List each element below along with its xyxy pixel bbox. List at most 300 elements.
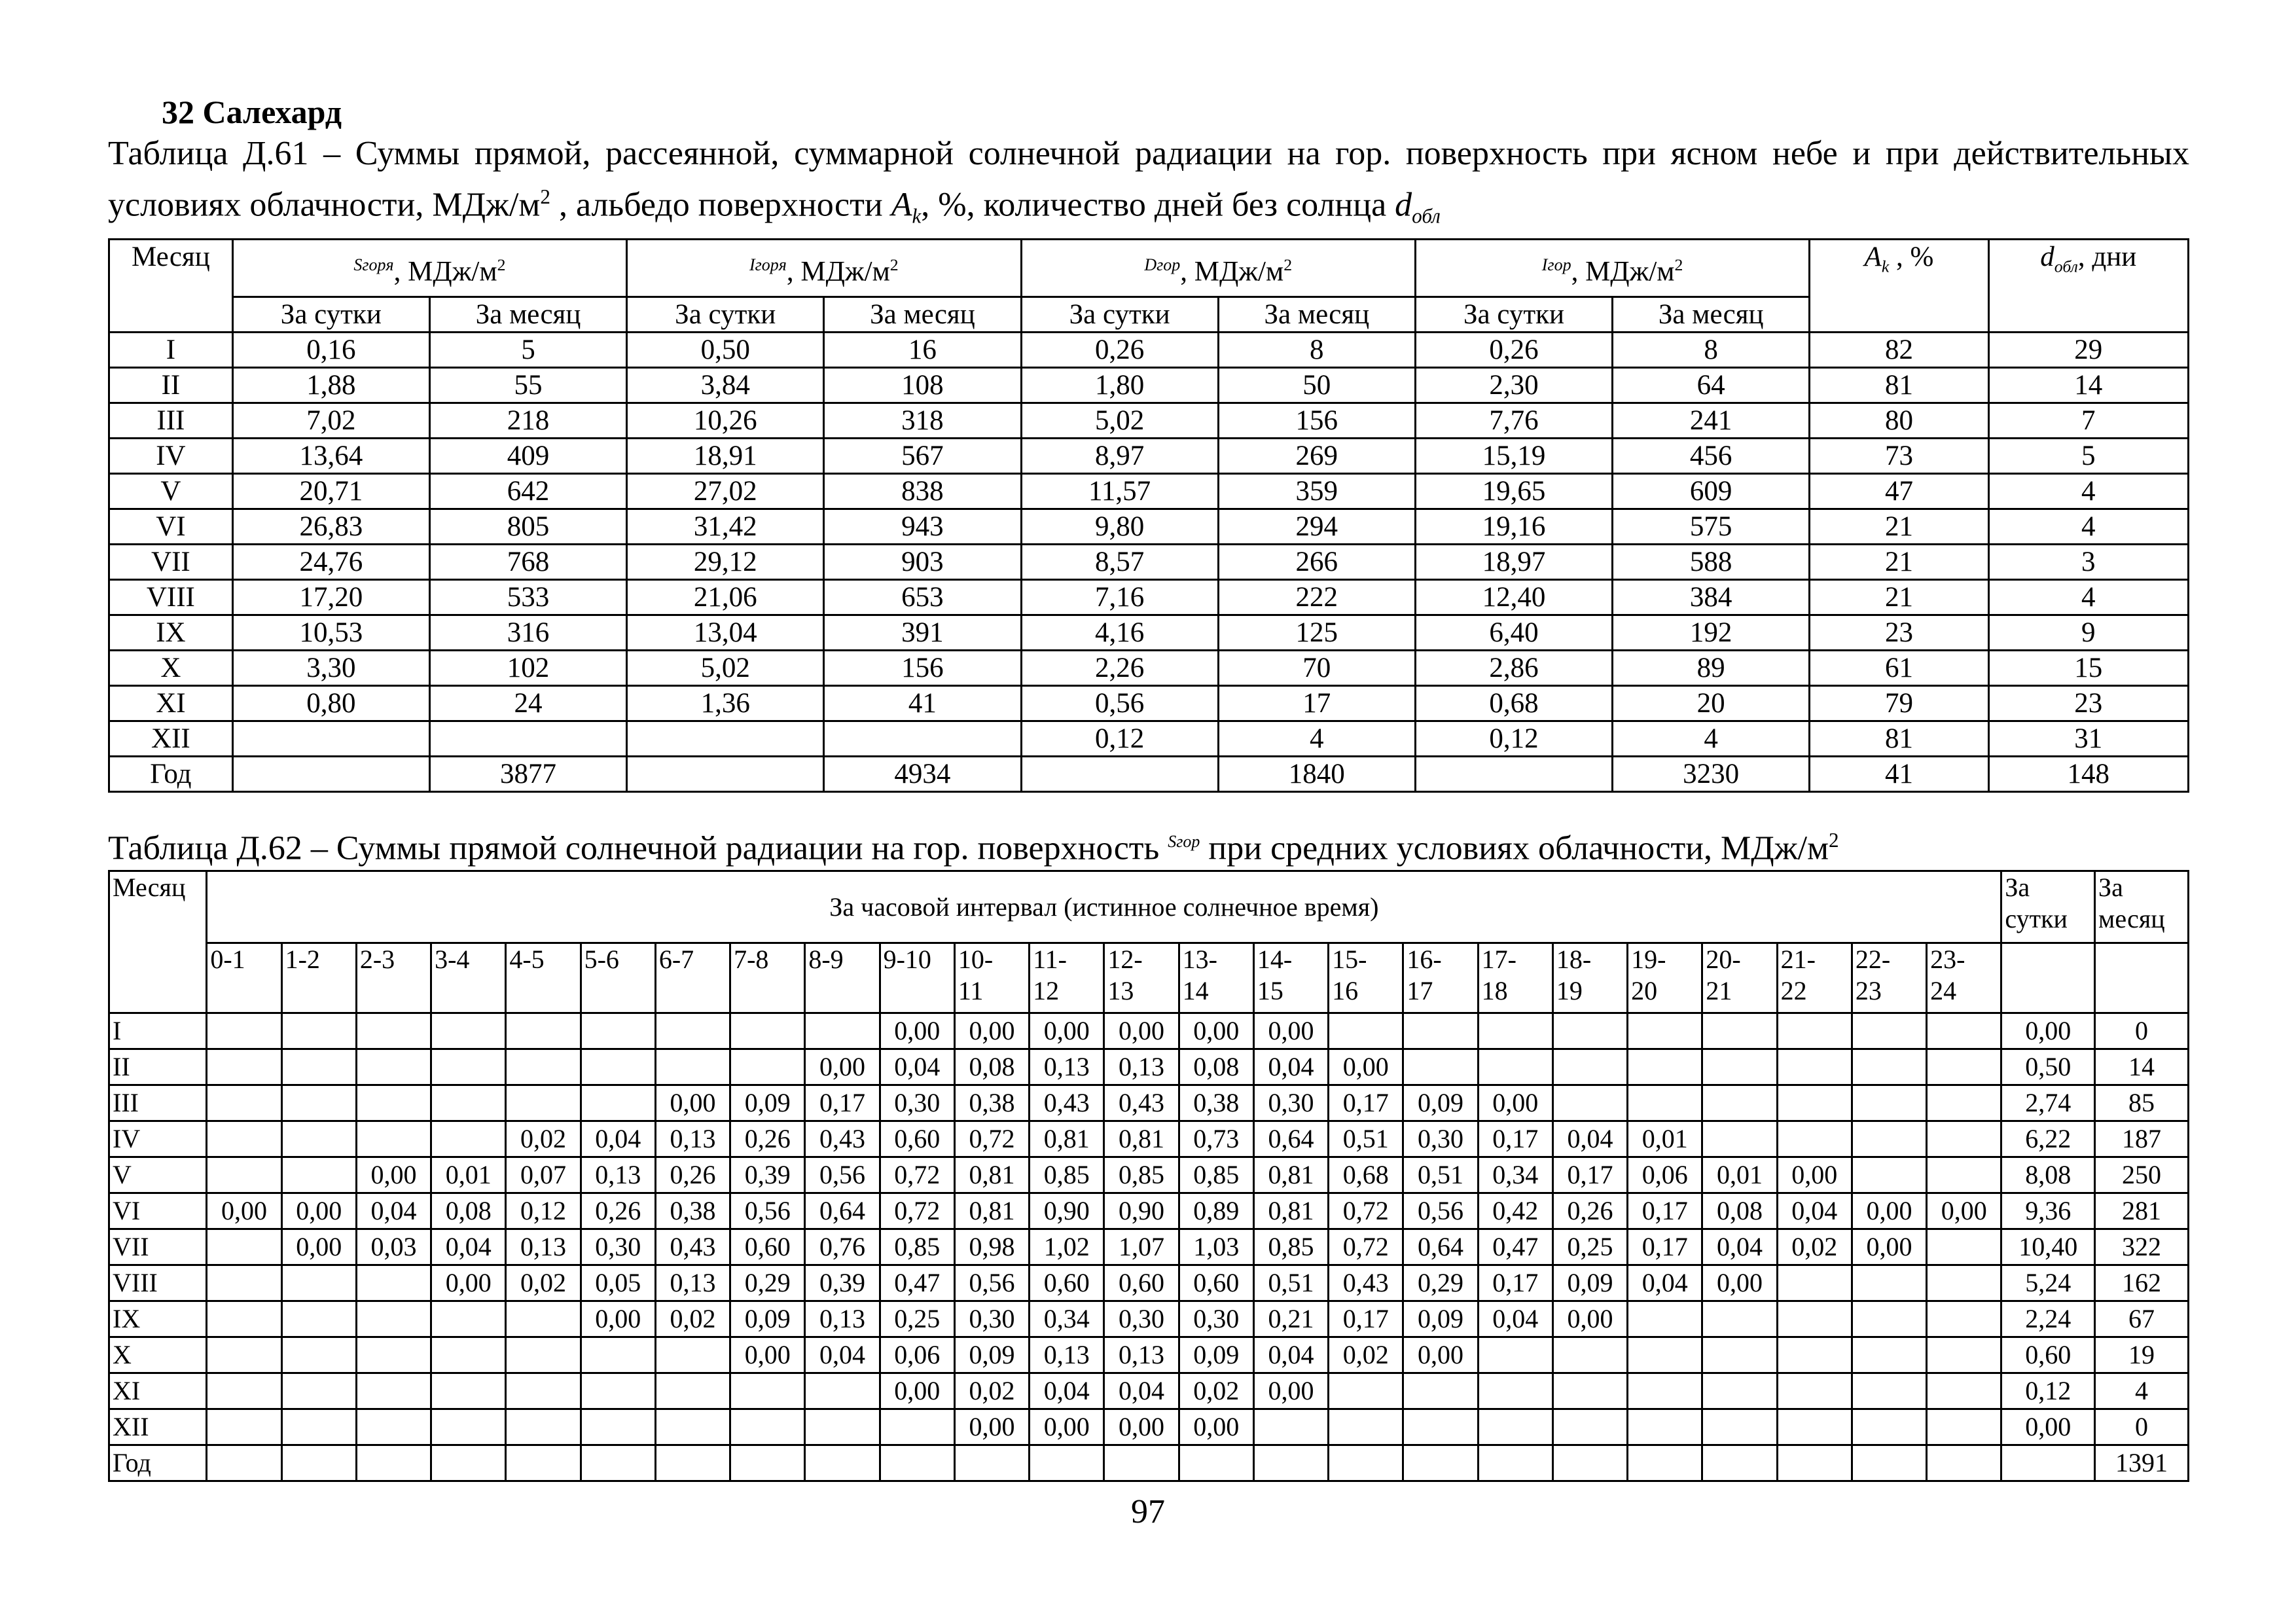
empty-day-header bbox=[2001, 943, 2095, 1013]
table-row bbox=[109, 544, 2189, 579]
value-cell: 192 bbox=[1613, 615, 1810, 650]
value-cell: 26,83 bbox=[232, 509, 429, 544]
albedo-symbol: A bbox=[1864, 241, 1882, 272]
page-number: 97 bbox=[1131, 1493, 1165, 1530]
month-cell: VI bbox=[109, 509, 233, 544]
value-cell: 0,00 bbox=[1777, 1157, 1852, 1193]
value-cell: 0,04 bbox=[805, 1337, 880, 1373]
value-cell: 0,30 bbox=[1104, 1301, 1179, 1337]
value-cell bbox=[207, 1121, 281, 1157]
value-cell bbox=[431, 1049, 506, 1085]
value-cell: 3877 bbox=[429, 756, 626, 791]
value-cell bbox=[431, 1085, 506, 1121]
value-cell: 0,17 bbox=[1628, 1229, 1702, 1265]
value-cell bbox=[1478, 1337, 1552, 1373]
value-cell: 0,17 bbox=[1478, 1121, 1552, 1157]
value-cell bbox=[1403, 1013, 1478, 1049]
table-d62 bbox=[108, 870, 2189, 1482]
value-cell: 533 bbox=[429, 579, 626, 615]
table-row bbox=[109, 756, 2189, 791]
value-cell bbox=[1253, 1445, 1328, 1481]
value-cell: 0,04 bbox=[1253, 1337, 1328, 1373]
value-cell: 0,30 bbox=[1253, 1085, 1328, 1121]
days-symbol: d bbox=[2040, 241, 2054, 272]
value-cell: 0,00 bbox=[207, 1193, 281, 1229]
value-cell: 588 bbox=[1613, 544, 1810, 579]
hour-interval-header bbox=[954, 943, 1029, 1013]
value-cell bbox=[1403, 1409, 1478, 1445]
hour-line: 23- bbox=[1930, 945, 1965, 975]
table-d62-body bbox=[109, 1013, 2189, 1481]
hour-interval-header bbox=[1628, 943, 1702, 1013]
month-cell: VII bbox=[109, 544, 233, 579]
direct-radiation-header bbox=[232, 239, 626, 297]
value-cell: 29 bbox=[1988, 332, 2188, 367]
value-cell bbox=[207, 1157, 281, 1193]
value-cell: 0,13 bbox=[506, 1229, 581, 1265]
hour-interval-header bbox=[1552, 943, 1627, 1013]
value-cell bbox=[281, 1013, 356, 1049]
value-cell: 21 bbox=[1810, 579, 1988, 615]
value-cell: 0,56 bbox=[954, 1265, 1029, 1301]
value-cell: 0,00 bbox=[281, 1229, 356, 1265]
value-cell: 0,00 bbox=[1104, 1013, 1179, 1049]
value-cell bbox=[880, 1409, 954, 1445]
value-cell: 0,13 bbox=[581, 1157, 655, 1193]
hour-line: 18- bbox=[1556, 945, 1592, 975]
value-cell bbox=[581, 1013, 655, 1049]
value-cell bbox=[627, 756, 824, 791]
value-cell bbox=[356, 1301, 431, 1337]
value-cell: 0,30 bbox=[954, 1301, 1029, 1337]
value-cell bbox=[1852, 1337, 1926, 1373]
value-cell: 0,09 bbox=[1403, 1085, 1478, 1121]
value-cell: 0,85 bbox=[1104, 1157, 1179, 1193]
value-cell: 0,00 bbox=[880, 1373, 954, 1409]
hour-interval-header bbox=[1104, 943, 1179, 1013]
value-cell: 85 bbox=[2095, 1085, 2189, 1121]
value-cell bbox=[1478, 1409, 1552, 1445]
value-cell bbox=[1777, 1301, 1852, 1337]
value-cell: 31,42 bbox=[627, 509, 824, 544]
value-cell: 0,43 bbox=[655, 1229, 730, 1265]
albedo-symbol: A bbox=[891, 186, 912, 224]
value-cell: 0,13 bbox=[655, 1121, 730, 1157]
per-month-header: За месяц bbox=[429, 297, 626, 332]
value-cell bbox=[431, 1013, 506, 1049]
month-cell: X bbox=[109, 650, 233, 685]
value-cell bbox=[431, 1445, 506, 1481]
table-d61 bbox=[108, 238, 2189, 793]
value-cell: 0,56 bbox=[1021, 685, 1218, 721]
value-cell: 0,17 bbox=[1478, 1265, 1552, 1301]
total-radiation-header bbox=[1415, 239, 1809, 297]
value-cell bbox=[1628, 1409, 1702, 1445]
hour-interval-header bbox=[207, 943, 281, 1013]
hour-interval-header bbox=[730, 943, 805, 1013]
value-cell: 0,00 bbox=[1030, 1013, 1104, 1049]
value-cell: 8,97 bbox=[1021, 438, 1218, 473]
value-cell bbox=[805, 1445, 880, 1481]
month-cell: V bbox=[109, 1157, 207, 1193]
value-cell: 0,34 bbox=[1478, 1157, 1552, 1193]
value-cell: 0,02 bbox=[1777, 1229, 1852, 1265]
table-row bbox=[109, 509, 2189, 544]
month-cell: XI bbox=[109, 1373, 207, 1409]
days-unit: , дни bbox=[2077, 241, 2137, 272]
value-cell bbox=[1777, 1373, 1852, 1409]
value-cell: 55 bbox=[429, 367, 626, 403]
value-cell: 0,00 bbox=[581, 1301, 655, 1337]
value-cell: 29,12 bbox=[627, 544, 824, 579]
value-cell: 0,00 bbox=[2001, 1409, 2095, 1445]
value-cell bbox=[581, 1373, 655, 1409]
value-cell: 0,00 bbox=[281, 1193, 356, 1229]
value-cell: 0,01 bbox=[1702, 1157, 1777, 1193]
section-heading: 32 Салехард bbox=[162, 94, 342, 130]
hour-line: 15- bbox=[1332, 945, 1367, 975]
header-line: За bbox=[2098, 873, 2123, 903]
value-cell: 0,13 bbox=[805, 1301, 880, 1337]
value-cell: 575 bbox=[1613, 509, 1810, 544]
hour-line: 23 bbox=[1855, 976, 1882, 1006]
hour-interval-header bbox=[1777, 943, 1852, 1013]
value-cell bbox=[2001, 1445, 2095, 1481]
value-cell bbox=[655, 1445, 730, 1481]
value-cell bbox=[356, 1049, 431, 1085]
value-cell: 0,13 bbox=[1030, 1049, 1104, 1085]
value-cell bbox=[581, 1085, 655, 1121]
value-cell: 0,04 bbox=[1253, 1049, 1328, 1085]
value-cell: 0,56 bbox=[730, 1193, 805, 1229]
value-cell: 5,02 bbox=[627, 650, 824, 685]
value-cell bbox=[356, 1085, 431, 1121]
value-cell: 0,00 bbox=[1253, 1373, 1328, 1409]
hour-interval-header bbox=[356, 943, 431, 1013]
value-cell: 0,01 bbox=[431, 1157, 506, 1193]
value-cell bbox=[207, 1013, 281, 1049]
unit-exp: 2 bbox=[889, 255, 899, 274]
month-cell: XI bbox=[109, 685, 233, 721]
value-cell bbox=[1628, 1013, 1702, 1049]
value-cell: 14 bbox=[2095, 1049, 2189, 1085]
hour-line: 9-10 bbox=[883, 945, 931, 975]
value-cell: 294 bbox=[1218, 509, 1415, 544]
hour-line: 5-6 bbox=[584, 945, 619, 975]
value-cell: 0,81 bbox=[1253, 1193, 1328, 1229]
value-cell bbox=[281, 1301, 356, 1337]
value-cell bbox=[1702, 1121, 1777, 1157]
table-row bbox=[109, 473, 2189, 509]
value-cell: 0,09 bbox=[730, 1301, 805, 1337]
value-cell bbox=[1179, 1445, 1253, 1481]
value-cell bbox=[431, 1409, 506, 1445]
value-cell: 0,08 bbox=[954, 1049, 1029, 1085]
value-cell bbox=[1552, 1373, 1627, 1409]
value-cell: 0,50 bbox=[627, 332, 824, 367]
value-cell: 384 bbox=[1613, 579, 1810, 615]
value-cell bbox=[1628, 1373, 1702, 1409]
value-cell bbox=[730, 1049, 805, 1085]
table-row bbox=[109, 1085, 2189, 1121]
month-cell: III bbox=[109, 1085, 207, 1121]
table-row bbox=[109, 1193, 2189, 1229]
value-cell: 456 bbox=[1613, 438, 1810, 473]
value-cell: 7,16 bbox=[1021, 579, 1218, 615]
value-cell bbox=[207, 1229, 281, 1265]
value-cell: 0,76 bbox=[805, 1229, 880, 1265]
value-cell: 3,84 bbox=[627, 367, 824, 403]
table-row bbox=[109, 1337, 2189, 1373]
hour-interval-header bbox=[1179, 943, 1253, 1013]
value-cell bbox=[1777, 1337, 1852, 1373]
value-cell: 0,38 bbox=[1179, 1085, 1253, 1121]
hour-line: 6-7 bbox=[658, 945, 694, 975]
value-cell: 79 bbox=[1810, 685, 1988, 721]
value-cell bbox=[1927, 1265, 2001, 1301]
value-cell: 9 bbox=[1988, 615, 2188, 650]
value-cell: 250 bbox=[2095, 1157, 2189, 1193]
hour-line: 14 bbox=[1182, 976, 1209, 1006]
value-cell bbox=[281, 1445, 356, 1481]
value-cell: 0,00 bbox=[1852, 1193, 1926, 1229]
value-cell: 9,80 bbox=[1021, 509, 1218, 544]
hour-interval-header bbox=[1478, 943, 1552, 1013]
value-cell bbox=[1777, 1445, 1852, 1481]
value-cell: 266 bbox=[1218, 544, 1415, 579]
value-cell: 81 bbox=[1810, 721, 1988, 756]
value-cell bbox=[1478, 1013, 1552, 1049]
table-d61-body bbox=[109, 332, 2189, 791]
table-row bbox=[109, 1265, 2189, 1301]
value-cell: 19 bbox=[2095, 1337, 2189, 1373]
hour-interval-header bbox=[431, 943, 506, 1013]
value-cell: 0,09 bbox=[1403, 1301, 1478, 1337]
value-cell: 89 bbox=[1613, 650, 1810, 685]
value-cell bbox=[581, 1337, 655, 1373]
value-cell bbox=[655, 1373, 730, 1409]
value-cell: 61 bbox=[1810, 650, 1988, 685]
month-cell: IV bbox=[109, 438, 233, 473]
value-cell bbox=[232, 721, 429, 756]
value-cell: 7 bbox=[1988, 403, 2188, 438]
value-cell bbox=[1852, 1157, 1926, 1193]
value-cell: 318 bbox=[824, 403, 1021, 438]
value-cell: 0,26 bbox=[1415, 332, 1612, 367]
symbol: I bbox=[1541, 255, 1548, 274]
value-cell: 0,30 bbox=[1179, 1301, 1253, 1337]
value-cell: 11,57 bbox=[1021, 473, 1218, 509]
hour-interval-header bbox=[281, 943, 356, 1013]
value-cell: 17,20 bbox=[232, 579, 429, 615]
per-month-header bbox=[2095, 871, 2189, 943]
value-cell bbox=[1021, 756, 1218, 791]
value-cell: 0,00 bbox=[880, 1013, 954, 1049]
value-cell: 3230 bbox=[1613, 756, 1810, 791]
value-cell: 0,04 bbox=[1478, 1301, 1552, 1337]
value-cell: 19,16 bbox=[1415, 509, 1612, 544]
hour-line: 18 bbox=[1481, 976, 1508, 1006]
value-cell: 0,00 bbox=[1702, 1265, 1777, 1301]
value-cell: 0,50 bbox=[2001, 1049, 2095, 1085]
value-cell: 222 bbox=[1218, 579, 1415, 615]
table-row bbox=[109, 1409, 2189, 1445]
per-day-header: За сутки bbox=[1415, 297, 1612, 332]
days-subscript: обл bbox=[1412, 204, 1441, 228]
value-cell: 609 bbox=[1613, 473, 1810, 509]
value-cell bbox=[281, 1373, 356, 1409]
value-cell: 0,17 bbox=[1329, 1085, 1403, 1121]
hour-interval-header bbox=[506, 943, 581, 1013]
value-cell: 8 bbox=[1613, 332, 1810, 367]
value-cell bbox=[655, 1049, 730, 1085]
value-cell: 0,00 bbox=[1179, 1013, 1253, 1049]
unit-exp: 2 bbox=[1674, 255, 1683, 274]
unit: , МДж/м bbox=[1180, 255, 1284, 287]
unit-exp: 2 bbox=[1283, 255, 1293, 274]
value-cell: 125 bbox=[1218, 615, 1415, 650]
value-cell: 0,43 bbox=[1104, 1085, 1179, 1121]
value-cell bbox=[1777, 1013, 1852, 1049]
month-cell: X bbox=[109, 1337, 207, 1373]
month-cell: IX bbox=[109, 615, 233, 650]
value-cell: 5,24 bbox=[2001, 1265, 2095, 1301]
value-cell bbox=[1552, 1337, 1627, 1373]
value-cell: 0,04 bbox=[880, 1049, 954, 1085]
value-cell bbox=[1927, 1445, 2001, 1481]
value-cell: 5,02 bbox=[1021, 403, 1218, 438]
hour-line: 21 bbox=[1706, 976, 1732, 1006]
value-cell bbox=[1927, 1229, 2001, 1265]
value-cell: 0,89 bbox=[1179, 1193, 1253, 1229]
value-cell: 409 bbox=[429, 438, 626, 473]
value-cell: 2,74 bbox=[2001, 1085, 2095, 1121]
value-cell: 0,09 bbox=[1179, 1337, 1253, 1373]
value-cell: 0,64 bbox=[805, 1193, 880, 1229]
value-cell: 0,64 bbox=[1253, 1121, 1328, 1157]
value-cell: 316 bbox=[429, 615, 626, 650]
value-cell: 943 bbox=[824, 509, 1021, 544]
value-cell: 0,00 bbox=[1552, 1301, 1627, 1337]
value-cell bbox=[1478, 1373, 1552, 1409]
value-cell: 0,85 bbox=[1179, 1157, 1253, 1193]
value-cell: 0,03 bbox=[356, 1229, 431, 1265]
value-cell: 0,07 bbox=[506, 1157, 581, 1193]
header-line: сутки bbox=[2005, 904, 2068, 934]
value-cell bbox=[281, 1085, 356, 1121]
value-cell: 156 bbox=[824, 650, 1021, 685]
value-cell bbox=[805, 1013, 880, 1049]
value-cell bbox=[1927, 1085, 2001, 1121]
value-cell: 67 bbox=[2095, 1301, 2189, 1337]
symbol-sup: гор bbox=[1547, 255, 1571, 274]
hour-interval-header bbox=[1852, 943, 1926, 1013]
value-cell: 838 bbox=[824, 473, 1021, 509]
value-cell bbox=[207, 1301, 281, 1337]
value-cell: 0,81 bbox=[954, 1157, 1029, 1193]
caption-text: Таблица Д.62 – Суммы прямой солнечной радиации на гор. поверхность bbox=[108, 829, 1168, 867]
hour-line: 22 bbox=[1780, 976, 1807, 1006]
value-cell bbox=[1628, 1049, 1702, 1085]
hour-line: 22- bbox=[1855, 945, 1891, 975]
value-cell bbox=[207, 1373, 281, 1409]
value-cell: 0,60 bbox=[1030, 1265, 1104, 1301]
value-cell: 6,22 bbox=[2001, 1121, 2095, 1157]
per-month-header: За месяц bbox=[1218, 297, 1415, 332]
value-cell: 0,00 bbox=[954, 1409, 1029, 1445]
value-cell bbox=[281, 1337, 356, 1373]
value-cell: 13,64 bbox=[232, 438, 429, 473]
hour-interval-header bbox=[1030, 943, 1104, 1013]
value-cell bbox=[1927, 1337, 2001, 1373]
value-cell: 50 bbox=[1218, 367, 1415, 403]
value-cell bbox=[356, 1265, 431, 1301]
value-cell bbox=[281, 1157, 356, 1193]
value-cell bbox=[1552, 1445, 1627, 1481]
value-cell: 0,60 bbox=[730, 1229, 805, 1265]
value-cell: 567 bbox=[824, 438, 1021, 473]
value-cell: 0,51 bbox=[1329, 1121, 1403, 1157]
value-cell bbox=[1702, 1085, 1777, 1121]
hour-line: 4-5 bbox=[509, 945, 545, 975]
value-cell: 0,47 bbox=[880, 1265, 954, 1301]
value-cell: 21,06 bbox=[627, 579, 824, 615]
value-cell: 0,81 bbox=[954, 1193, 1029, 1229]
value-cell: 81 bbox=[1810, 367, 1988, 403]
value-cell: 0,72 bbox=[880, 1157, 954, 1193]
value-cell: 4,16 bbox=[1021, 615, 1218, 650]
total-clear-header bbox=[627, 239, 1021, 297]
value-cell: 8,57 bbox=[1021, 544, 1218, 579]
value-cell: 0,47 bbox=[1478, 1229, 1552, 1265]
value-cell: 5 bbox=[1988, 438, 2188, 473]
month-cell: XII bbox=[109, 1409, 207, 1445]
value-cell bbox=[581, 1049, 655, 1085]
value-cell bbox=[1329, 1445, 1403, 1481]
value-cell bbox=[1852, 1013, 1926, 1049]
value-cell: 0,08 bbox=[1702, 1193, 1777, 1229]
value-cell bbox=[1329, 1013, 1403, 1049]
value-cell bbox=[1777, 1085, 1852, 1121]
per-day-header: За сутки bbox=[1021, 297, 1218, 332]
value-cell: 24 bbox=[429, 685, 626, 721]
value-cell: 2,26 bbox=[1021, 650, 1218, 685]
month-cell: VII bbox=[109, 1229, 207, 1265]
value-cell bbox=[730, 1409, 805, 1445]
value-cell bbox=[1030, 1445, 1104, 1481]
value-cell bbox=[1777, 1121, 1852, 1157]
value-cell: 7,02 bbox=[232, 403, 429, 438]
table-row bbox=[109, 579, 2189, 615]
hour-line: 12 bbox=[1033, 976, 1060, 1006]
value-cell bbox=[1852, 1445, 1926, 1481]
value-cell: 0,60 bbox=[2001, 1337, 2095, 1373]
value-cell: 0,08 bbox=[1179, 1049, 1253, 1085]
value-cell: 1,02 bbox=[1030, 1229, 1104, 1265]
value-cell: 0,02 bbox=[655, 1301, 730, 1337]
value-cell: 20,71 bbox=[232, 473, 429, 509]
value-cell bbox=[1852, 1121, 1926, 1157]
table-row bbox=[109, 367, 2189, 403]
value-cell: 19,65 bbox=[1415, 473, 1612, 509]
value-cell bbox=[506, 1301, 581, 1337]
value-cell: 0,04 bbox=[356, 1193, 431, 1229]
value-cell bbox=[1403, 1373, 1478, 1409]
value-cell bbox=[1927, 1301, 2001, 1337]
caption-text: при средних условиях облачности, МДж/м bbox=[1200, 829, 1829, 867]
value-cell: 82 bbox=[1810, 332, 1988, 367]
caption-text: , %, количество дней без солнца bbox=[921, 186, 1395, 224]
